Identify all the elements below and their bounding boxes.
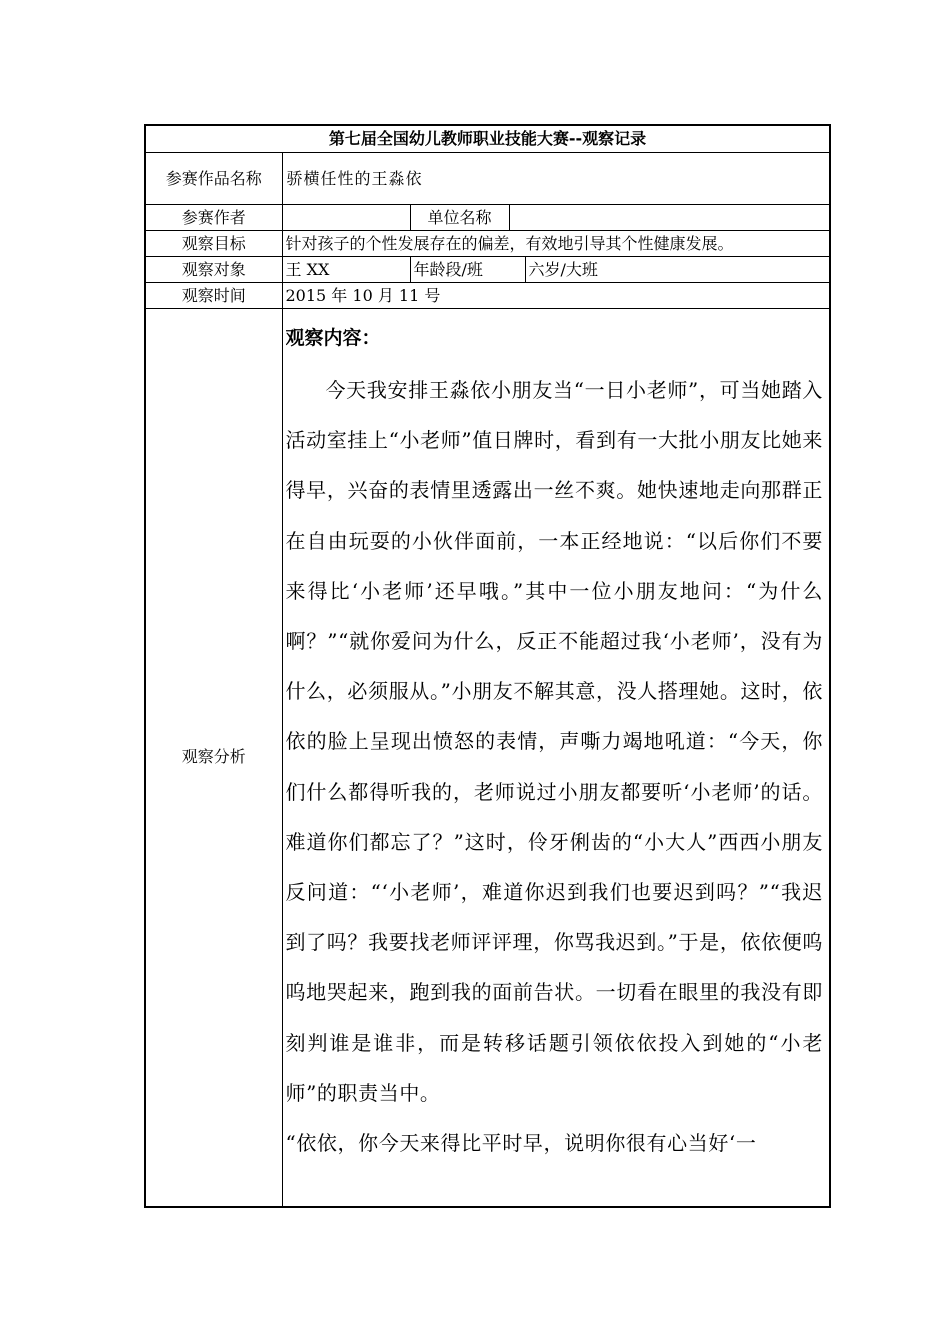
time-label: 观察时间 <box>145 283 282 309</box>
author-value <box>282 205 410 231</box>
content-paragraph-2: “依依，你今天来得比平时早，说明你很有心当好‘一 <box>285 1131 757 1156</box>
content-paragraph: 今天我安排王淼依小朋友当“一日小老师”，可当她踏入活动室挂上“小老师”值日牌时，看到有一大批小朋友比她来得早，兴奋的表情里透露出一丝不爽。她快速地走向那群正在自由玩耍的小伙伴面前，一本正经地说：“以后你们不要来得比‘小老师’还早哦。”其中一位小朋友地问：“为什么啊？”“就你爱问为什么，反正不能超过我‘小老师’，没有为什么，必须服从。”小朋友不解其意，没人搭理她。这时，依依的脸上呈现出愤怒的表情，声嘶力竭地吼道：“今天，你们什么都得听我的，老师说过小朋友都要听‘小老师’的话。难道你们都忘了？”这时，伶牙俐齿的“小大人”西西小朋友反问道：“‘小老师’，难道你迟到我们也要迟到吗？”“我迟到了吗？我要找老师评评理，你骂我迟到。”于是，依依便呜呜地哭起来，跑到我的面前告状。一切看在眼里的我没有即刻判谁是谁非，而是转移话题引领依依投入到她的“小老师”的职责当中。 <box>285 378 823 1105</box>
content-heading: 观察内容： <box>285 327 381 349</box>
author-label: 参赛作者 <box>145 205 282 231</box>
age-class-value: 六岁/大班 <box>525 257 830 283</box>
subject-value: 王 XX <box>282 257 410 283</box>
goal-label: 观察目标 <box>145 231 282 257</box>
unit-label: 单位名称 <box>410 205 509 231</box>
analysis-content <box>282 309 830 1207</box>
form-title: 第七届全国幼儿教师职业技能大赛--观察记录 <box>145 125 830 153</box>
goal-value: 针对孩子的个性发展存在的偏差，有效地引导其个性健康发展。 <box>282 231 830 257</box>
unit-value <box>509 205 830 231</box>
analysis-text-box <box>286 323 824 1205</box>
work-name-value: 骄横任性的王淼依 <box>282 153 830 205</box>
work-name-label: 参赛作品名称 <box>145 153 282 205</box>
subject-label: 观察对象 <box>145 257 282 283</box>
time-value: 2015 年 10 月 11 号 <box>282 283 830 309</box>
observation-record-form <box>144 124 831 1208</box>
age-class-label: 年龄段/班 <box>410 257 525 283</box>
analysis-label: 观察分析 <box>145 309 282 1207</box>
